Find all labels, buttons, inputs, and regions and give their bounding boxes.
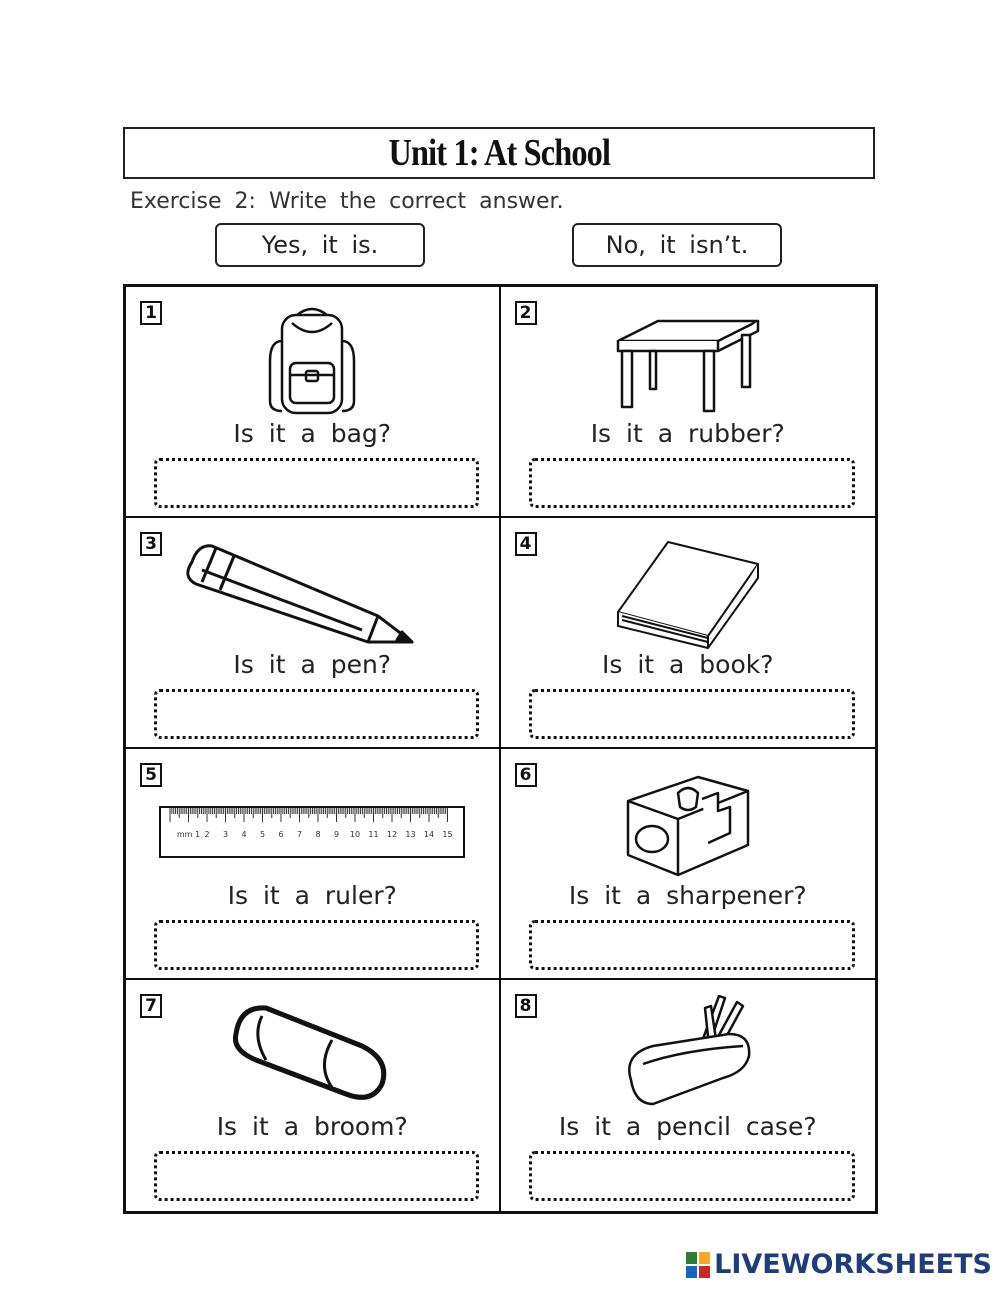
question-text: Is it a sharpener? (568, 881, 807, 910)
ruler-tick-label: 5 (260, 830, 266, 839)
liveworksheets-logo[interactable] (686, 1249, 992, 1280)
answer-input-3[interactable] (154, 689, 479, 739)
exercise-item-1 (126, 287, 501, 518)
exercise-item-4 (501, 518, 876, 749)
ruler-tick-label: 8 (315, 830, 321, 839)
ruler-tick-label: 10 (350, 830, 361, 839)
exercise-item-2 (501, 287, 876, 518)
question-text: Is it a ruler? (227, 881, 397, 910)
exercise-item-3 (126, 518, 501, 749)
logo-text: LIVEWORKSHEETS (714, 1249, 992, 1280)
answer-option-yes: Yes, it is. (215, 223, 425, 267)
answer-input-7[interactable] (154, 1151, 479, 1201)
ruler-tick-label: 2 (204, 830, 210, 839)
ruler-tick-label: 12 (387, 830, 398, 839)
ruler-tick-label: 4 (241, 830, 247, 839)
sharpener-icon (618, 763, 758, 881)
exercise-item-8 (501, 980, 876, 1211)
logo-square (699, 1252, 710, 1264)
answer-input-8[interactable] (529, 1151, 856, 1201)
book-icon (608, 532, 768, 650)
item-number: 8 (515, 994, 537, 1018)
ruler-tick-label: 6 (278, 830, 284, 839)
exercise-item-5 (126, 749, 501, 980)
ruler-tick-label: 3 (223, 830, 229, 839)
logo-square (686, 1252, 697, 1264)
item-number: 2 (515, 301, 537, 325)
item-number: 7 (140, 994, 162, 1018)
question-text: Is it a rubber? (590, 419, 785, 448)
ruler-tick-label: 11 (368, 830, 379, 839)
ruler-tick-label: 9 (334, 830, 340, 839)
exercise-item-6 (501, 749, 876, 980)
ruler-tick-label: 15 (442, 830, 453, 839)
item-number: 5 (140, 763, 162, 787)
ruler-icon (152, 763, 472, 881)
exercise-grid (123, 284, 878, 1214)
answer-option-no: No, it isn’t. (572, 223, 782, 267)
ruler-tick-label: 14 (424, 830, 435, 839)
item-number: 1 (140, 301, 162, 325)
logo-square (699, 1266, 710, 1278)
ruler-tick-label: 7 (297, 830, 303, 839)
answer-input-1[interactable] (154, 458, 479, 508)
question-text: Is it a bag? (233, 419, 392, 448)
logo-square (686, 1266, 697, 1278)
question-text: Is it a pen? (233, 650, 392, 679)
title-box (123, 127, 875, 179)
backpack-icon (252, 301, 372, 419)
question-text: Is it a book? (601, 650, 774, 679)
ruler-tick-label: 13 (405, 830, 416, 839)
item-number: 6 (515, 763, 537, 787)
question-text: Is it a broom? (216, 1112, 408, 1141)
question-text: Is it a pencil case? (558, 1112, 817, 1141)
answer-input-6[interactable] (529, 920, 856, 970)
pencil-case-icon (613, 994, 763, 1112)
answer-input-4[interactable] (529, 689, 856, 739)
item-number: 3 (140, 532, 162, 556)
ruler-tick-label: mm 1 (177, 830, 201, 839)
pencil-icon (172, 532, 452, 650)
table-icon (608, 301, 768, 419)
page-title: Unit 1: At School (388, 132, 610, 174)
answer-input-5[interactable] (154, 920, 479, 970)
item-number: 4 (515, 532, 537, 556)
exercise-item-7 (126, 980, 501, 1211)
eraser-icon (222, 994, 402, 1112)
answer-input-2[interactable] (529, 458, 856, 508)
logo-mark-icon (686, 1252, 710, 1278)
exercise-instruction: Exercise 2: Write the correct answer. (130, 189, 564, 214)
